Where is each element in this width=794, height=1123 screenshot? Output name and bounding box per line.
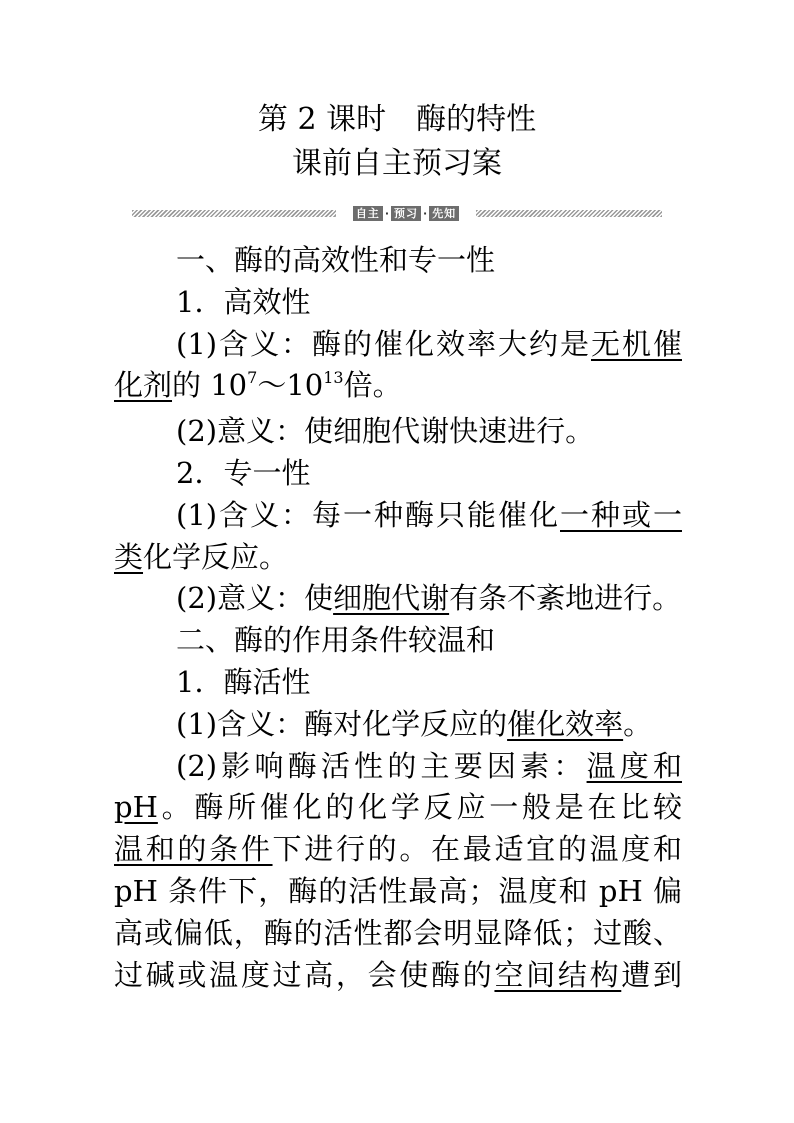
- tag-chip-2: 预习: [391, 206, 421, 221]
- text-run: 下进行的。在最适宜的温度和: [272, 832, 682, 867]
- answer-blank: 无机催: [590, 326, 682, 361]
- text-run: (2)影响酶活性的主要因素：: [176, 748, 587, 783]
- answer-blank: 空间结构: [494, 957, 622, 992]
- section-heading: 一、酶的高效性和专一性: [176, 243, 496, 277]
- text-run: ～10: [257, 368, 324, 403]
- section-divider: [132, 204, 662, 222]
- paragraph-line: [114, 955, 682, 997]
- text-run: 。: [623, 706, 653, 741]
- divider-hatch-right: [476, 210, 662, 217]
- tag-chip-1: 自主: [353, 206, 383, 221]
- paragraph-line: [114, 704, 682, 746]
- paragraph-line: [114, 324, 682, 366]
- document-body: [114, 240, 682, 996]
- answer-blank: 温和的条件: [114, 832, 273, 867]
- answer-blank: 一种或一: [560, 497, 682, 532]
- paragraph-line: [114, 829, 682, 871]
- paragraph-line: pH 条件下，酶的活性最高；温度和 pH 偏: [114, 873, 682, 908]
- text-run: 过碱或温度过高，会使酶的: [114, 957, 495, 992]
- text-run: 遭到: [621, 957, 682, 992]
- tag-separator: ·: [384, 206, 389, 220]
- answer-blank: pH: [114, 790, 158, 825]
- section-heading: 二、酶的作用条件较温和: [176, 623, 496, 658]
- paragraph-line: [114, 746, 682, 788]
- preview-tag: [338, 204, 474, 222]
- subsection-heading: 1．酶活性: [176, 664, 311, 699]
- section-title: 课前自主预习案: [292, 146, 502, 181]
- answer-blank: 化剂: [114, 368, 173, 403]
- paragraph-line: [114, 578, 682, 620]
- paragraph-line: 高或偏低，酶的活性都会明显降低；过酸、: [114, 915, 682, 950]
- paragraph-line: (2)意义：使细胞代谢快速进行。: [176, 414, 595, 449]
- text-run: 有条不紊地进行。: [449, 581, 682, 616]
- answer-blank: 温度和: [586, 748, 682, 783]
- superscript: 7: [247, 368, 258, 388]
- tag-chip-3: 先知: [429, 206, 459, 221]
- paragraph-line: [114, 537, 682, 579]
- text-run: (1)含义：酶的催化效率大约是: [176, 326, 591, 361]
- divider-hatch-left: [132, 210, 336, 217]
- answer-blank: 催化效率: [507, 706, 624, 741]
- text-run: 的 10: [172, 368, 248, 403]
- tag-separator: ·: [423, 206, 428, 220]
- answer-blank: 细胞代谢: [333, 581, 450, 616]
- text-run: (1)含义：酶对化学反应的: [176, 706, 508, 741]
- subsection-heading: 2．专一性: [176, 455, 311, 490]
- subsection-heading: 1．高效性: [176, 284, 311, 319]
- text-run: (2)意义：使: [176, 581, 334, 616]
- superscript: 13: [323, 368, 344, 388]
- answer-blank: 类: [114, 539, 144, 574]
- paragraph-line: [114, 787, 682, 829]
- paragraph-line: [114, 495, 682, 537]
- text-run: 化学反应。: [143, 539, 289, 574]
- paragraph-line: [114, 365, 682, 411]
- text-run: (1)含义：每一种酶只能催化: [176, 497, 560, 532]
- text-run: 。酶所催化的化学反应一般是在比较: [157, 790, 682, 825]
- text-run: 倍。: [343, 368, 402, 403]
- lesson-title: 第 2 课时 酶的特性: [257, 102, 537, 137]
